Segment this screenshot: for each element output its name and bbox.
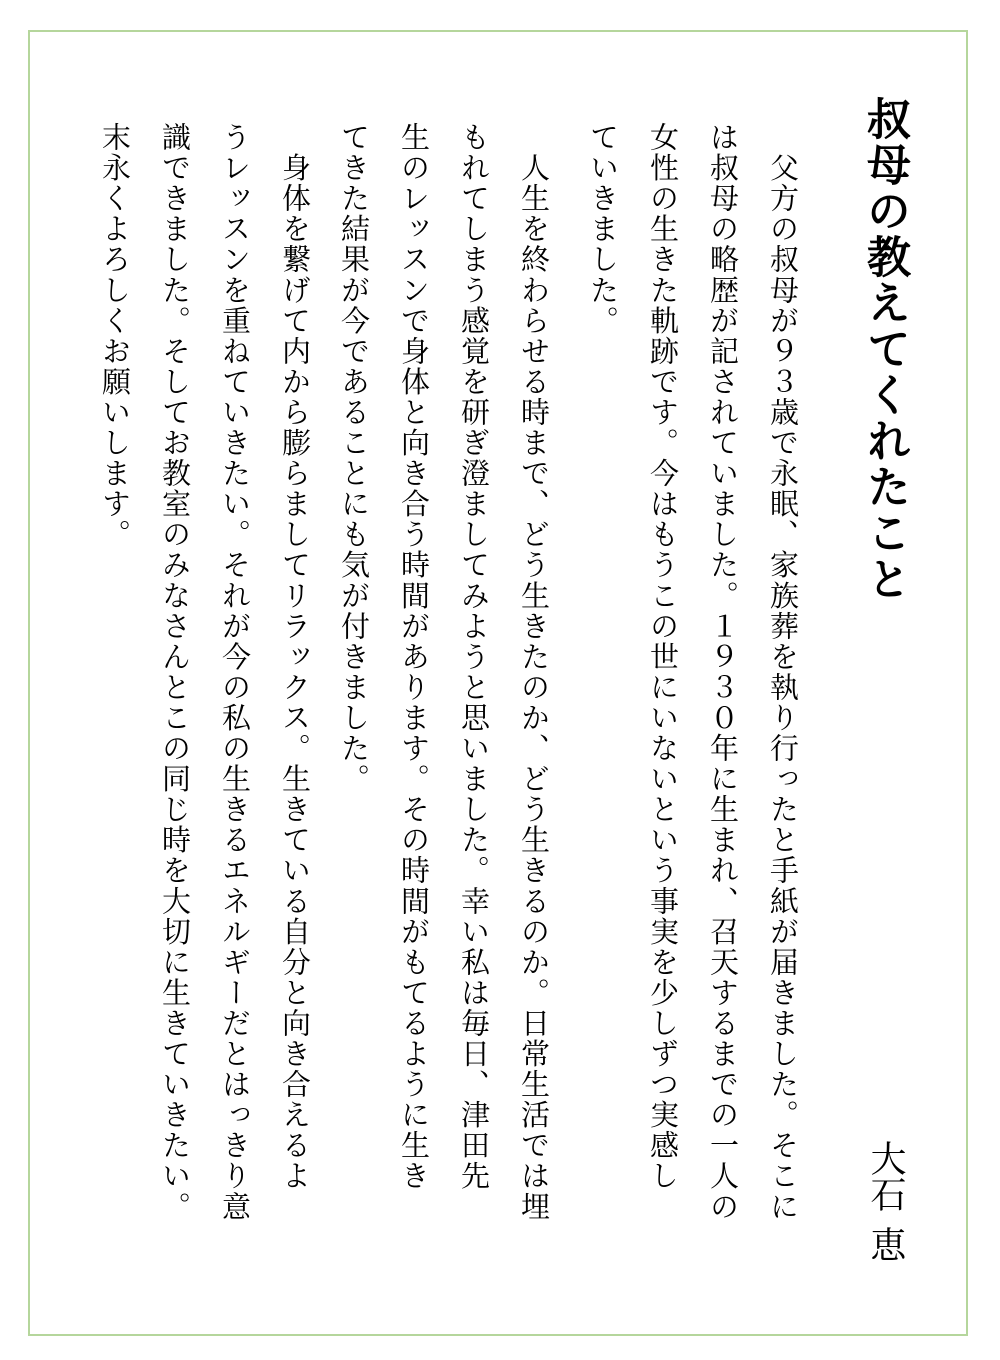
body-column-9: 身体を繋げて内から膨らましてリラックス。生きている自分と向き合えるよ	[278, 122, 312, 1192]
body-column-10: うレッスンを重ねていきたい。それが今の私の生きるエネルギーだとはっきり意	[218, 122, 252, 1222]
body-column-3: 女性の生きた軌跡です。今はもうこの世にいないという事実を少しずつ実感し	[646, 122, 680, 1192]
author-given-name: 恵	[865, 1226, 906, 1262]
body-column-6: もれてしまう感覚を研ぎ澄ましてみようと思いました。幸い私は毎日、津田先	[457, 122, 491, 1192]
body-column-5: 人生を終わらせる時まで、どう生きたのか、どう生きるのか。日常生活では埋	[517, 122, 551, 1222]
body-column-1: 父方の叔母が９３歳で永眠、家族葬を執り行ったと手紙が届きました。そこに	[766, 122, 800, 1222]
body-column-8: てきた結果が今であることにも気が付きました。	[337, 122, 371, 795]
author-family-name: 大石	[865, 1140, 906, 1212]
body-column-4: ていきました。	[586, 122, 620, 336]
body-column-7: 生のレッスンで身体と向き合う時間があります。その時間がもてるように生き	[397, 122, 431, 1192]
body-column-2: は叔母の略歴が記されていました。１９３０年に生まれ、召天するまでの一人の	[706, 122, 740, 1222]
body-column-11: 識できました。そしてお教室のみなさんとこの同じ時を大切に生きていきたい。	[158, 122, 192, 1222]
body-column-12: 末永くよろしくお願いします。	[98, 122, 132, 550]
essay-title: 叔母の教えてくれたこと	[859, 96, 910, 602]
author-name	[860, 1140, 911, 1262]
